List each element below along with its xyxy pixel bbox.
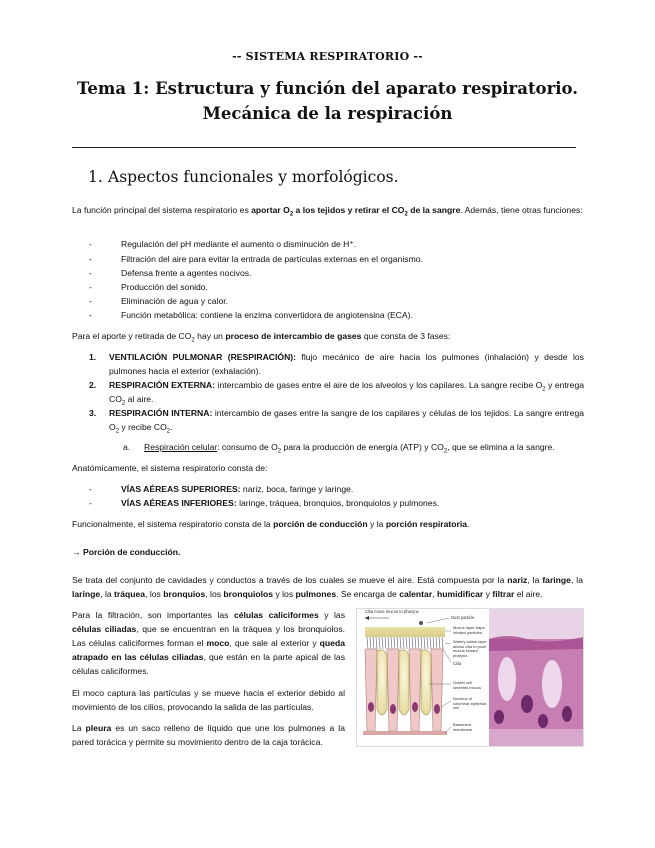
label-dust: Dust particle (451, 615, 475, 620)
conduction-heading: → Porción de conducción. (72, 547, 181, 557)
epithelium-figure (356, 608, 584, 747)
exchange-intro: Para el aporte y retirada de $CO_2$ hay un proceso de intercambio de gases que consta de 3 fases: (72, 331, 451, 344)
label-goblet: Goblet cell secretes mucus (453, 680, 482, 690)
mucus-paragraph: El moco captura las partículas y se mueve hacia el exterior debido al movimiento de los cilios, provocando la salida de las partículas. (72, 688, 345, 712)
subphase-item: a. Respiración celular: consumo de $O_2$ para la producción de energía (ATP) y $CO_2$, que se elimina a la sangre. (123, 442, 555, 455)
intro-paragraph: La función principal del sistema respiratorio es aportar $O_2$ a los tejidos y retirar el $CO_2$ de la sangre. Además, tiene otras funciones: (72, 205, 583, 218)
anatomy-intro: Anatómicamente, el sistema respiratorio consta de: (72, 463, 268, 473)
mucus-layer (365, 627, 445, 637)
title-line-2: Mecánica de la respiración (202, 104, 453, 123)
label-watery: Watery saline layer allows cilia to push mucus toward pharynx. (453, 639, 487, 658)
document-page: -- SISTEMA RESPIRATORIO -- Tema 1: Estructura y función del aparato respiratorio. Mecánica de la respiración 1. Aspectos funcionales y morfológicos. La función principal del sistema respiratorio es aportar $O_2$ a los tejidos y retirar el $CO_2$ de la sangre. Además, tiene otras funciones: - Regulación del pH mediante el aumento o disminución de H⁺. - Filtración del aire para evitar la entrada de partículas externas en el organismo. - Defensa frente a agentes nocivos. - Producción del sonido. - Eliminación de agua y calor. - Función metabólica: contiene la enzima convertidora de angiotensina (ECA). Para el aporte y retirada de $CO_2$ hay un proceso de intercambio de gases que consta de 3 fases: 1. VENTILACIÓN PULMONAR (RESPIRACIÓN): flujo mecánico de aire hacia los pulmones (inhalación) y desde los pulmones hacia el exterior (exhalación). 2. RESPIRACIÓN EXTERNA: intercambio de gases entre el aire de los alveolos y los capilares. La sangre recibe $O_2$ y entrega $CO_2$ al aire. 3. RESPIRACIÓN INTERNA: intercambio de gases entre la sangre de los capilares y células de los tejidos. La sangre entrega $O_2$ y recibe $CO_2$. a. Respiración celular: consumo de $O_2$ para la producción de energía (ATP) y $CO_2$, que se elimina a la sangre. Anatómicamente, el sistema respiratorio consta de: - VÍAS AÉREAS SUPERIORES: nariz, boca, faringe y laringe. - VÍAS AÉREAS INFERIORES: laringe, tráquea, bronquios, bronquiolos y pulmones. Funcionalmente, el sistema respiratorio consta de la porción de conducción y la porción respiratoria. → Porción de conducción. Se trata del conjunto de cavidades y conductos a través de los cuales se mueve el aire. Está compuesta por la nariz, la faringe, la laringe, la tráquea, los bronquios, los bronquiolos y los pulmones. Se encarga de calentar, humidificar y filtrar el aire. Para la filtración, son importantes las células caliciformes y las células ciliadas, que se encuentran en la tráquea y los bronquiolos. Las células caliciformes forman el moco, que sale al exterior y queda atrapado en las células ciliadas, que están en la parte apical de las células caliciformes. El moco captura las partículas y se mueve hacia el exterior debido al movimiento de los cilios, provocando la salida de las partículas. La pleura es un saco relleno de líquido que une los pulmones a la pared torácica y permite su movimiento dentro de la caja torácica. Cilia move mucus to pharynx Dust particle Mucus layer traps inhaled particles. Watery saline layer allows cilia to push mucus toward pharynx. Cilia Goblet cell secretes mucus Nucleus of columnar epithelial cell Basement membrane (0, 0, 655, 848)
label-mucus-layer: Mucus layer traps inhaled particles. (453, 625, 485, 635)
filtration-paragraph: Para la filtración, son importantes las células caliciformes y las células ciliadas, que se encuentran en la tráquea y los bronquiolos. Las células caliciformes forman el moco, que sale al exterior y queda atrapado en las células ciliadas, que están en la parte apical de las células caliciformes. (72, 610, 346, 676)
label-cilia-move: Cilia move mucus to pharynx (365, 609, 419, 614)
functional-paragraph: Funcionalmente, el sistema respiratorio consta de la porción de conducción y la porción respiratoria. (72, 519, 470, 529)
pleura-paragraph: La pleura es un saco relleno de líquido que une los pulmones a la pared torácica y permite su movimiento dentro de la caja torácica. (72, 723, 345, 747)
dust-particle (419, 621, 423, 625)
section-title: Aspectos funcionales y morfológicos. (108, 168, 399, 186)
document-header: -- SISTEMA RESPIRATORIO -- (232, 50, 423, 63)
section-number: 1. (88, 168, 103, 186)
document-title (0, 76, 655, 126)
basement-membrane (363, 731, 447, 735)
title-divider (72, 147, 576, 148)
section-heading (88, 168, 399, 186)
label-basement: Basement membrane (453, 722, 473, 732)
goblet-cells (377, 650, 431, 715)
label-cilia: Cilia (453, 661, 462, 666)
conduction-paragraph: Se trata del conjunto de cavidades y conductos a través de los cuales se mueve el aire. Está compuesta por la nariz, la faringe, la laringe, la tráquea, los bronquios, los bronquiolos y los pulmones. Se encarga de calentar, humidificar y filtrar el aire. (72, 575, 583, 599)
label-nucleus: Nucleus of columnar epithelial cell (453, 696, 487, 711)
title-line-1: Tema 1: Estructura y función del aparato respiratorio. (77, 79, 578, 98)
